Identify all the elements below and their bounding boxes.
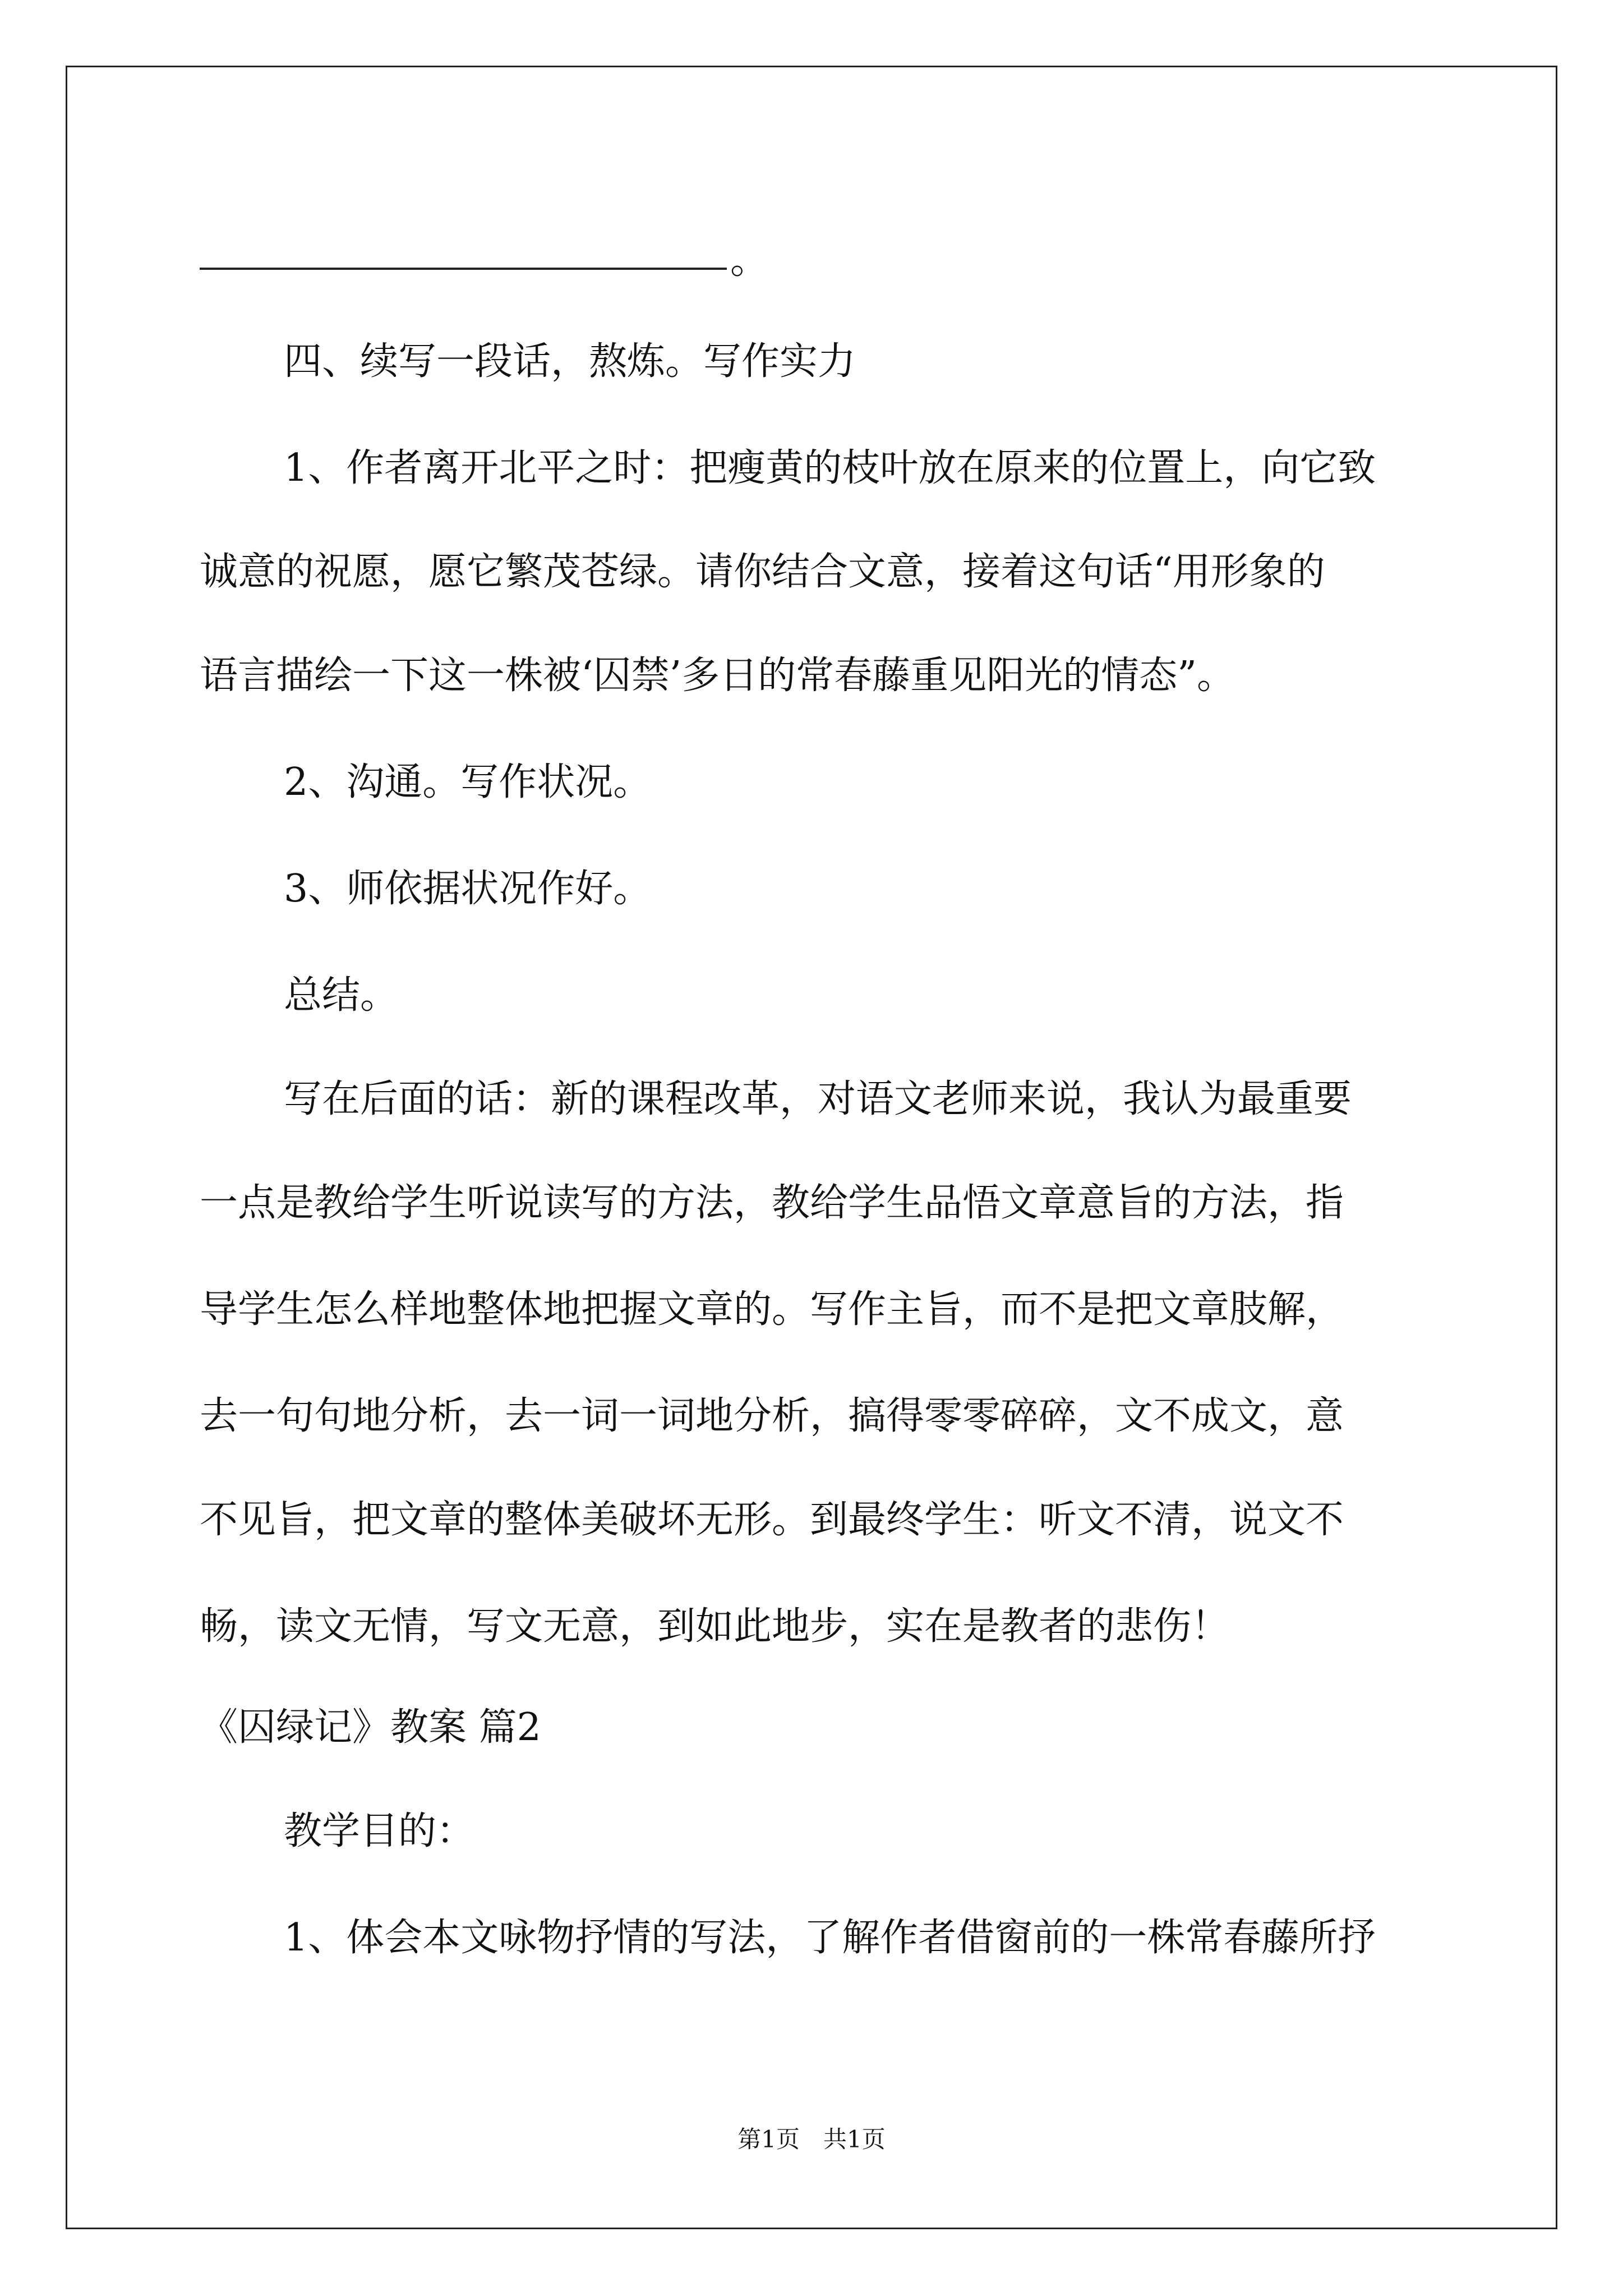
fill-in-blank-line <box>200 268 727 270</box>
blank-line-period: 。 <box>730 238 769 283</box>
paragraph-line: 2、沟通。写作状况。 <box>284 760 652 804</box>
paragraph-line: 一点是教给学生听说读写的方法，教给学生品悟文章意旨的方法，指 <box>200 1181 1344 1225</box>
paragraph-line: 导学生怎么样地整体地把握文章的。写作主旨，而不是把文章肢解， <box>200 1287 1344 1332</box>
paragraph-line: 3、师依据状况作好。 <box>284 867 652 911</box>
page-border <box>66 66 1557 2229</box>
paragraph-line: 1、作者离开北平之时：把瘦黄的枝叶放在原来的位置上，向它致 <box>284 446 1376 490</box>
page-footer: 第1页 共1页 <box>737 2125 886 2153</box>
paragraph-line: 写在后面的话：新的课程改革，对语文老师来说，我认为最重要 <box>284 1077 1352 1121</box>
paragraph-line: 语言描绘一下这一株被‘囚禁’多日的常春藤重见阳光的情态”。 <box>200 654 1235 698</box>
paragraph-line: 总结。 <box>284 973 399 1018</box>
paragraph-line: 畅，读文无情，写文无意，到如此地步，实在是教者的悲伤！ <box>200 1604 1230 1649</box>
paragraph-line: 教学目的： <box>284 1809 475 1853</box>
section-heading-continue-writing: 四、续写一段话，熬炼。写作实力 <box>284 339 856 384</box>
paragraph-line: 诚意的祝愿，愿它繁茂苍绿。请你结合文意，接着这句话“用形象的 <box>200 550 1325 594</box>
paragraph-line: 1、体会本文咏物抒情的写法，了解作者借窗前的一株常春藤所抒 <box>284 1916 1376 1960</box>
paragraph-line: 去一句句地分析，去一词一词地分析，搞得零零碎碎，文不成文，意 <box>200 1394 1344 1438</box>
paragraph-line: 不见旨，把文章的整体美破坏无形。到最终学生：听文不清，说文不 <box>200 1498 1344 1542</box>
section-title-part-2: 《囚绿记》教案 篇2 <box>200 1705 541 1750</box>
